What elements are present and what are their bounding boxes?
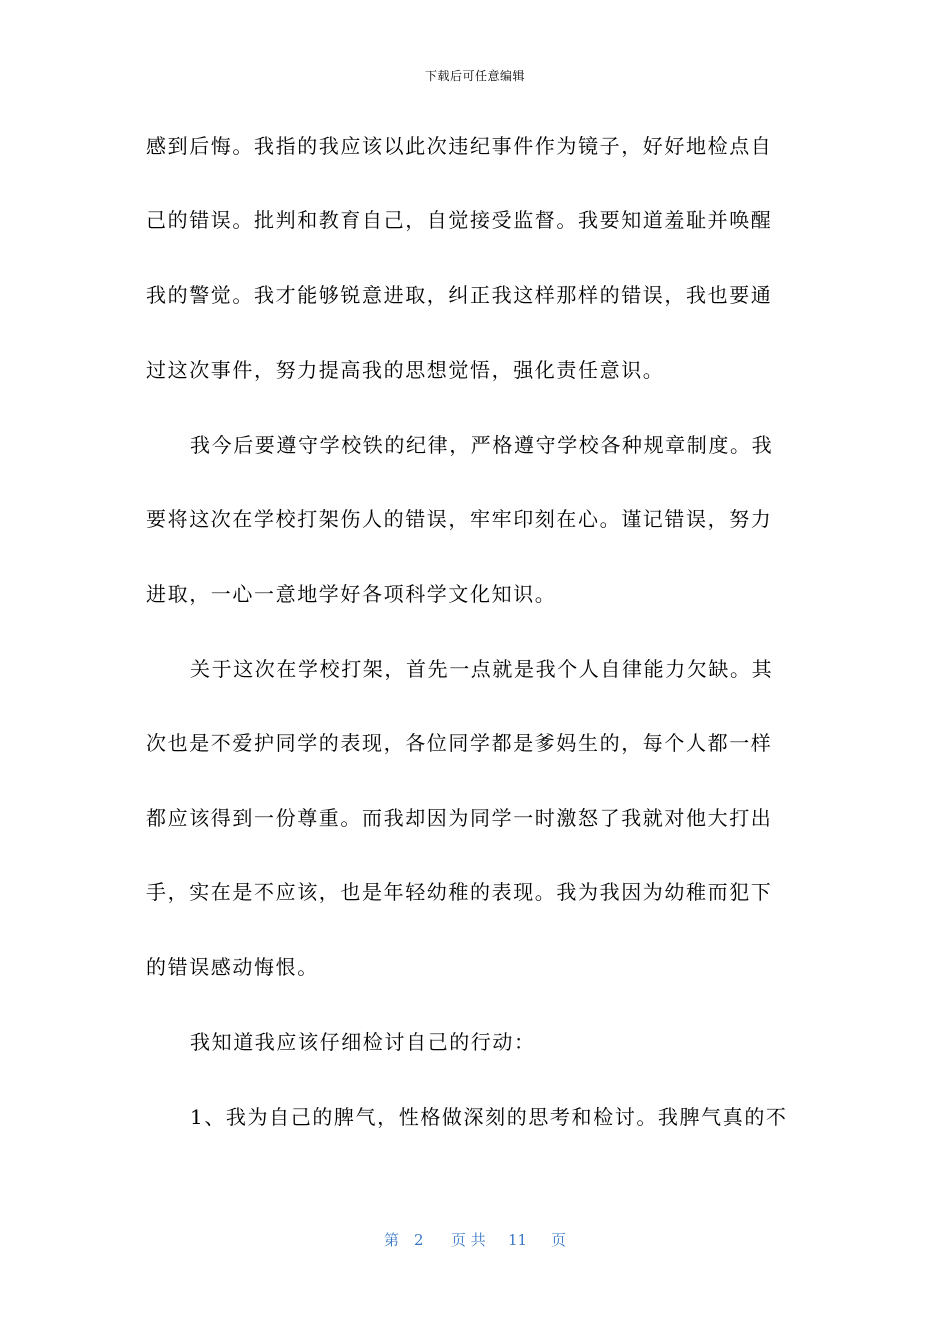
paragraph-first-line: 我今后要遵守学校铁的纪律，严格遵守学校各种规章制度。我	[190, 433, 774, 457]
footer-middle: 页 共	[451, 1231, 486, 1249]
body-line: 过这次事件，努力提高我的思想觉悟，强化责任意识。	[146, 358, 665, 382]
paragraph-first-line: 关于这次在学校打架，首先一点就是我个人自律能力欠缺。其	[190, 657, 774, 681]
body-line: 进取，一心一意地学好各项科学文化知识。	[146, 582, 557, 606]
list-item-line: 1、我为自己的脾气，性格做深刻的思考和检讨。我脾气真的不	[190, 1105, 788, 1129]
body-line: 感到后悔。我指的我应该以此次违纪事件作为镜子，好好地检点自	[146, 134, 773, 158]
body-line: 手，实在是不应该，也是年轻幼稚的表现。我为我因为幼稚而犯下	[146, 880, 773, 904]
paragraph-first-line: 我知道我应该仔细检讨自己的行动：	[190, 1030, 536, 1054]
body-line: 我的警觉。我才能够锐意进取，纠正我这样那样的错误，我也要通	[146, 283, 773, 307]
footer-suffix: 页	[551, 1231, 567, 1249]
footer-prefix: 第	[384, 1231, 400, 1249]
body-line: 都应该得到一份尊重。而我却因为同学一时激怒了我就对他大打出	[146, 806, 773, 830]
body-line: 己的错误。批判和教育自己，自觉接受监督。我要知道羞耻并唤醒	[146, 208, 773, 232]
footer-total-pages: 11	[508, 1231, 528, 1249]
header-note: 下载后可任意编辑	[424, 69, 525, 83]
page-footer	[0, 1230, 950, 1250]
body-line: 的错误感动悔恨。	[146, 955, 319, 979]
footer-current-page: 2	[414, 1231, 424, 1249]
body-line: 次也是不爱护同学的表现，各位同学都是爹妈生的，每个人都一样	[146, 731, 773, 755]
body-line: 要将这次在学校打架伤人的错误，牢牢印刻在心。谨记错误，努力	[146, 507, 773, 531]
